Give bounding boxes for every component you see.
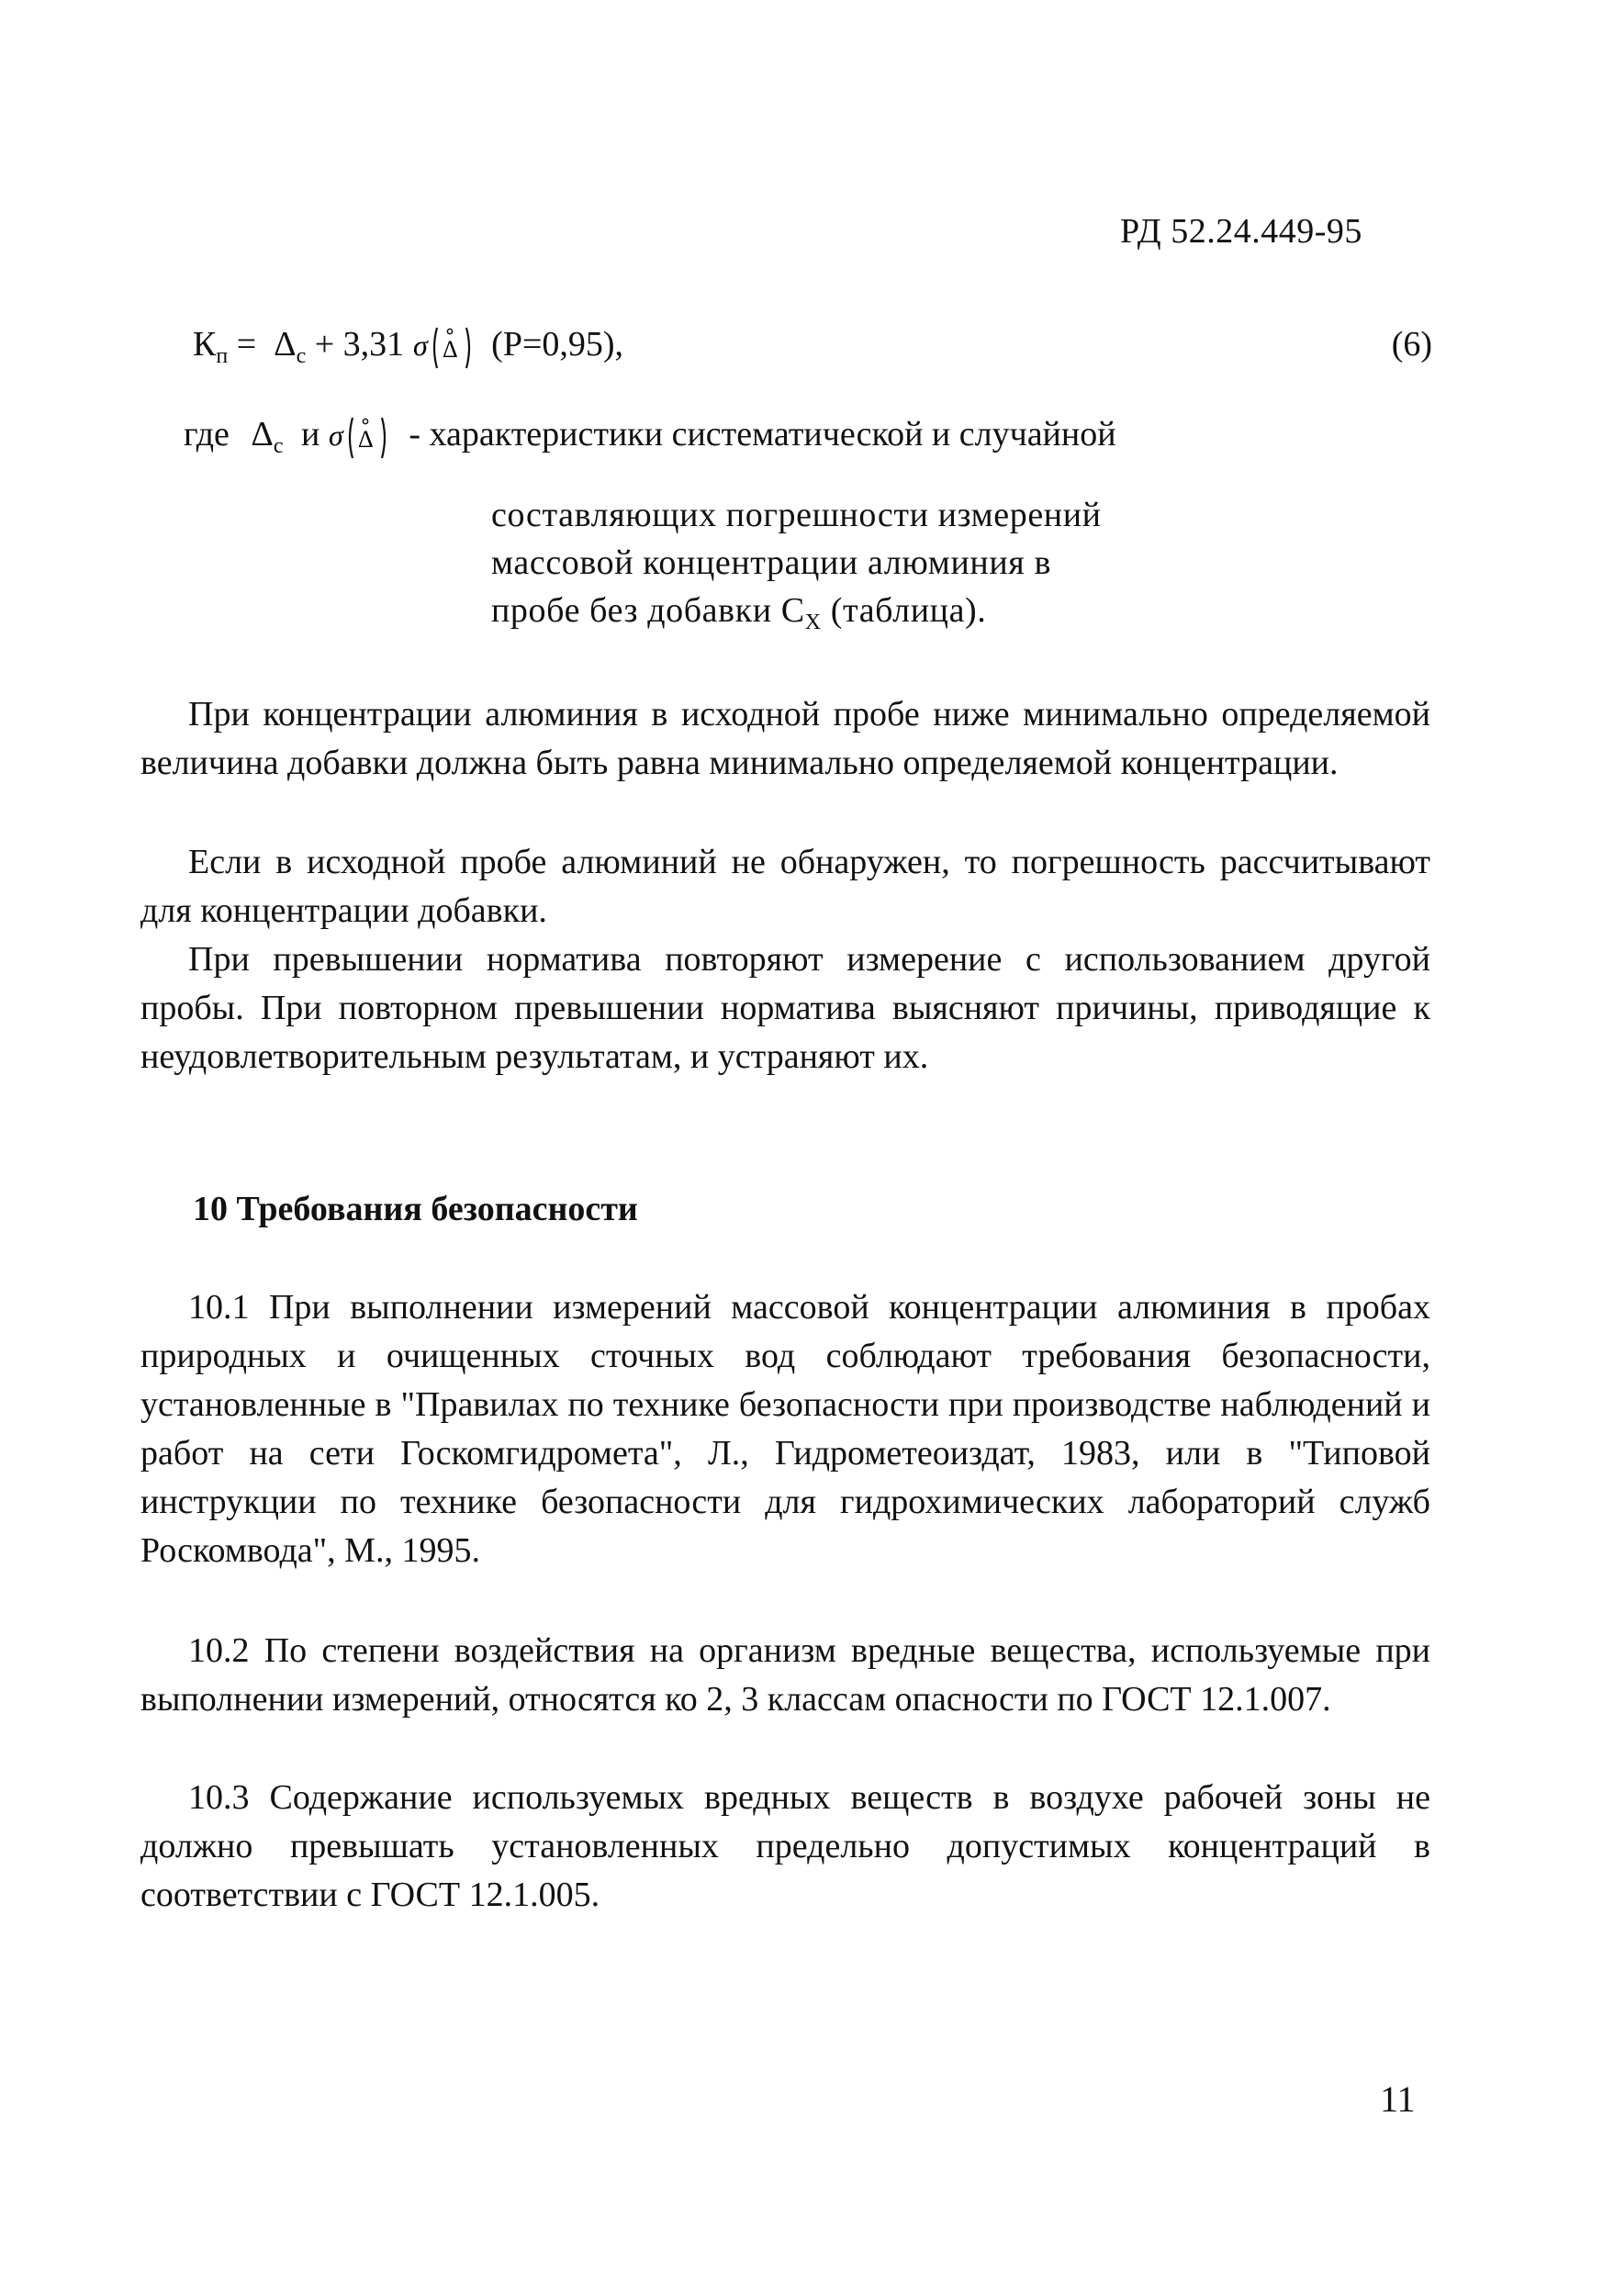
where-word: где <box>184 415 230 454</box>
paragraph-text: При превышении норматива повторяют измерение с использованием другой пробы. При повторном превышении норматива выясняют причины, приводящие к неудовлетворительным результатам, и устраняют их. <box>140 940 1430 1076</box>
section-item-text: 10.3 Содержание используемых вредных веществ в воздухе рабочей зоны не должно превышать установленных предельно допустимых концентраций в соответствии с ГОСТ 12.1.005. <box>140 1778 1430 1914</box>
where-delta: Δ <box>251 415 274 454</box>
formula-equals: = <box>228 325 265 364</box>
where-desc-3: массовой концентрации алюминия в <box>491 543 1051 582</box>
page-number: 11 <box>1380 2078 1416 2120</box>
where-desc-4-sub: Х <box>804 610 822 634</box>
formula-delta: Δ <box>274 325 297 364</box>
right-paren <box>466 328 469 368</box>
paragraph-text: Если в исходной пробе алюминий не обнаружен, то погрешность рассчитывают для концентрации добавки. <box>140 843 1430 930</box>
formula-number: (6) <box>1391 325 1432 364</box>
where-description <box>491 491 1102 646</box>
sigma-glyph: σ <box>412 329 428 363</box>
where-left-paren <box>350 418 353 458</box>
where-sigma-delta-symbol <box>329 414 393 460</box>
where-desc-4-post: (таблица). <box>821 591 987 630</box>
formula-lhs-sub: п <box>216 344 229 368</box>
where-sigma-delta-graphic <box>329 409 393 464</box>
section-item-10-1 <box>140 1283 1430 1575</box>
formula-delta-sub: с <box>296 344 307 368</box>
section-item-text: 10.2 По степени воздействия на организм вредные вещества, используемые при выполнении измерений, относятся ко 2, 3 классам опасности по ГОСТ 12.1.007. <box>140 1631 1430 1719</box>
inner-delta-glyph: Δ <box>442 336 458 364</box>
sigma-delta-symbol <box>413 324 477 370</box>
sigma-delta-graphic <box>413 319 477 374</box>
section-item-text: 10.1 При выполнении измерений массовой концентрации алюминия в пробах природных и очищенных сточных вод соблюдают требования безопасности, установленные в "Правилах по технике безопасности при производстве наблюдений и работ на сети Госкомгидромета", Л., Гидрометеоиздат, 1983, или в "Типовой инструкции по технике безопасности для гидрохимических лабораторий служб Роскомвода", М., 1995. <box>140 1288 1430 1570</box>
paragraph-low-concentration <box>140 690 1430 788</box>
where-delta-sub: с <box>273 434 284 458</box>
where-desc-1: - характеристики систематической и случайной <box>409 415 1116 454</box>
where-desc-4-pre: пробе без добавки С <box>491 591 805 630</box>
section-title: 10 Требования безопасности <box>193 1190 638 1228</box>
where-right-paren <box>382 418 385 458</box>
where-ring-accent <box>363 420 367 424</box>
paragraph-exceed-norm <box>140 935 1430 1081</box>
where-sigma-glyph: σ <box>328 419 343 453</box>
formula-6 <box>193 321 1432 379</box>
where-clause <box>184 411 1116 469</box>
section-item-10-3 <box>140 1774 1430 1920</box>
where-desc-2: составляющих погрешности измерений <box>491 496 1102 534</box>
where-desc-4 <box>491 587 1102 646</box>
where-inner-delta-glyph: Δ <box>357 426 374 454</box>
formula-plus-coef: + 3,31 <box>306 325 405 364</box>
formula-condition: (Р=0,95), <box>491 325 624 364</box>
paragraph-text: При концентрации алюминия в исходной пробе ниже минимально определяемой величина добавки должна быть равна минимально определяемой концентрации. <box>140 695 1430 782</box>
document-code: РД 52.24.449-95 <box>1120 212 1362 251</box>
where-and: и <box>301 415 320 454</box>
paragraph-not-detected <box>140 838 1430 935</box>
formula-lhs: К <box>193 325 217 364</box>
ring-accent <box>447 330 452 334</box>
section-item-10-2 <box>140 1627 1430 1724</box>
left-paren <box>434 328 437 368</box>
